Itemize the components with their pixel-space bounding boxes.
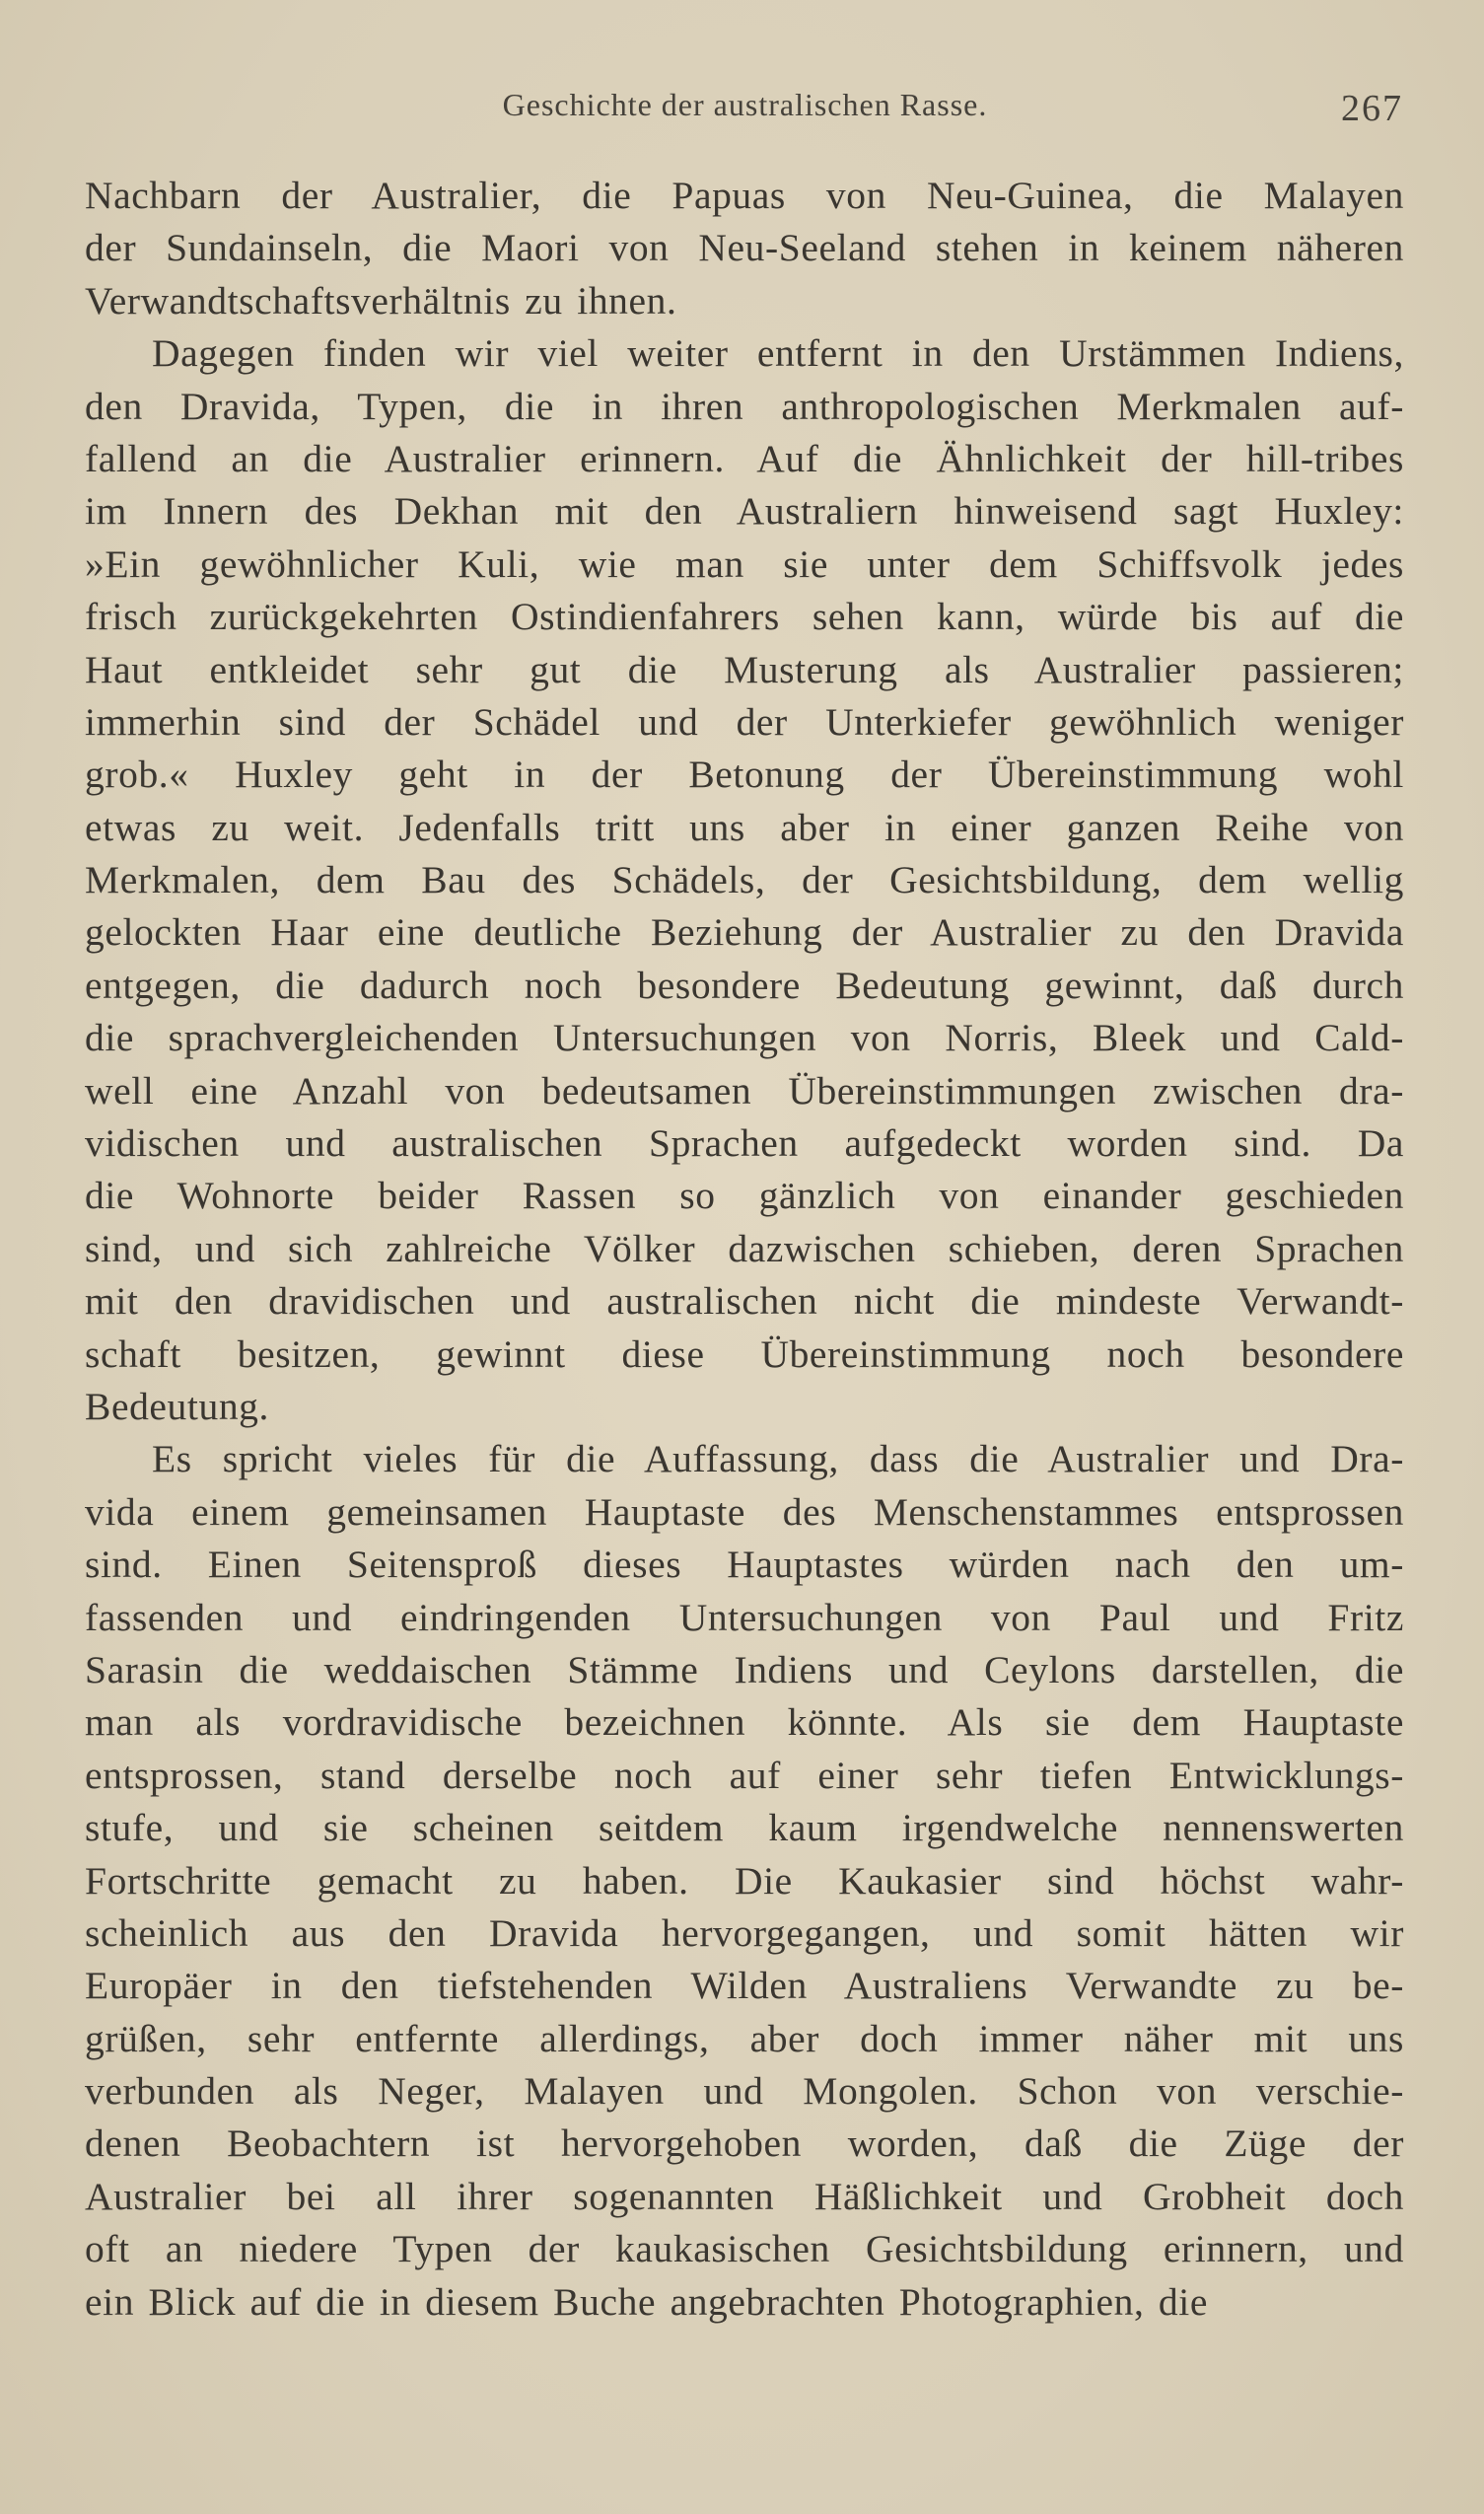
text-line: der Sundainseln, die Maori von Neu-Seeland stehen in keinem näheren	[85, 226, 1404, 270]
text-line: sind. Einen Seitensproß dieses Hauptastes würden nach den um-	[85, 1543, 1404, 1587]
text-line: frisch zurückgekehrten Ostindienfahrers sehen kann, würde bis auf die	[85, 595, 1404, 639]
text-line: immerhin sind der Schädel und der Unterkiefer gewöhnlich weniger	[85, 699, 1404, 744]
text-line: vidischen und australischen Sprachen aufgedeckt worden sind. Da	[85, 1121, 1404, 1166]
text-line: Europäer in den tiefstehenden Wilden Australiens Verwandte zu be-	[85, 1964, 1404, 2008]
text-line: Merkmalen, dem Bau des Schädels, der Gesichtsbildung, dem wellig	[85, 858, 1404, 902]
text-line: well eine Anzahl von bedeutsamen Übereinstimmungen zwischen dra-	[85, 1068, 1404, 1113]
text-line: die sprachvergleichenden Untersuchungen von Norris, Bleek und Cald-	[85, 1016, 1404, 1060]
text-line: Bedeutung.	[85, 1384, 270, 1428]
text-line: denen Beobachtern ist hervorgehoben worden, daß die Züge der	[85, 2121, 1404, 2166]
text-line: fallend an die Australier erinnern. Auf die Ähnlichkeit der hill-tribes	[85, 436, 1404, 480]
text-line: den Dravida, Typen, die in ihren anthropologischen Merkmalen auf-	[85, 384, 1404, 428]
text-line: Fortschritte gemacht zu haben. Die Kaukasier sind höchst wahr-	[85, 1858, 1404, 1903]
text-line: schaft besitzen, gewinnt diese Übereinstimmung noch besondere	[85, 1331, 1404, 1376]
text-line: mit den dravidischen und australischen nicht die mindeste Verwandt-	[85, 1279, 1404, 1324]
text-line: scheinlich aus den Dravida hervorgegangen, und somit hätten wir	[85, 1910, 1404, 1955]
text-line: gelockten Haar eine deutliche Beziehung der Australier zu den Dravida	[85, 910, 1404, 955]
text-line: stufe, und sie scheinen seitdem kaum irgendwelche nennenswerten	[85, 1806, 1404, 1850]
text-line: verbunden als Neger, Malayen und Mongolen. Schon von verschie-	[85, 2069, 1404, 2114]
text-line: Dagegen finden wir viel weiter entfernt in den Urstämmen Indiens,	[152, 331, 1404, 376]
text-line: man als vordravidische bezeichnen könnte. Als sie dem Hauptaste	[85, 1700, 1404, 1745]
text-line: sind, und sich zahlreiche Völker dazwischen schieben, deren Sprachen	[85, 1226, 1404, 1270]
text-line: grüßen, sehr entfernte allerdings, aber doch immer näher mit uns	[85, 2016, 1404, 2060]
text-line: entsprossen, stand derselbe noch auf einer sehr tiefen Entwicklungs-	[85, 1753, 1404, 1797]
paragraph	[85, 170, 1404, 327]
text-line: »Ein gewöhnlicher Kuli, wie man sie unter dem Schiffsvolk jedes	[85, 541, 1404, 586]
text-line: etwas zu weit. Jedenfalls tritt uns aber in einer ganzen Reihe von	[85, 805, 1404, 849]
text-line: grob.« Huxley geht in der Betonung der Übereinstimmung wohl	[85, 753, 1404, 797]
text-line: im Innern des Dekhan mit den Australiern hinweisend sagt Huxley:	[85, 489, 1404, 534]
text-line: oft an niedere Typen der kaukasischen Gesichtsbildung erinnern, und	[85, 2227, 1404, 2271]
text-line: Sarasin die weddaischen Stämme Indiens und Ceylons darstellen, die	[85, 1647, 1404, 1691]
text-line: die Wohnorte beider Rassen so gänzlich von einander geschieden	[85, 1174, 1404, 1218]
body-text	[85, 170, 1404, 2329]
text-line: Nachbarn der Australier, die Papuas von Neu-Guinea, die Malayen	[85, 174, 1404, 217]
running-title: Geschichte der australischen Rasse.	[502, 87, 988, 122]
text-line: fassenden und eindringenden Untersuchungen von Paul und Fritz	[85, 1595, 1404, 1639]
running-head	[87, 87, 1403, 136]
text-line: Es spricht vieles für die Auffassung, dass die Australier und Dra-	[152, 1437, 1404, 1481]
text-line: Verwandtschaftsverhältnis zu ihnen.	[85, 278, 677, 323]
paragraph	[85, 1433, 1404, 2329]
paragraph	[85, 327, 1404, 1433]
text-line: ein Blick auf die in diesem Buche angebrachten Photographien, die	[85, 2279, 1208, 2324]
page-number: 267	[1341, 88, 1403, 129]
text-line: entgegen, die dadurch noch besondere Bedeutung gewinnt, daß durch	[85, 963, 1404, 1007]
text-line: Haut entkleidet sehr gut die Musterung als Australier passieren;	[85, 647, 1404, 691]
text-line: vida einem gemeinsamen Hauptaste des Menschenstammes entsprossen	[85, 1489, 1404, 1534]
text-line: Australier bei all ihrer sogenannten Häßlichkeit und Grobheit doch	[85, 2174, 1404, 2218]
